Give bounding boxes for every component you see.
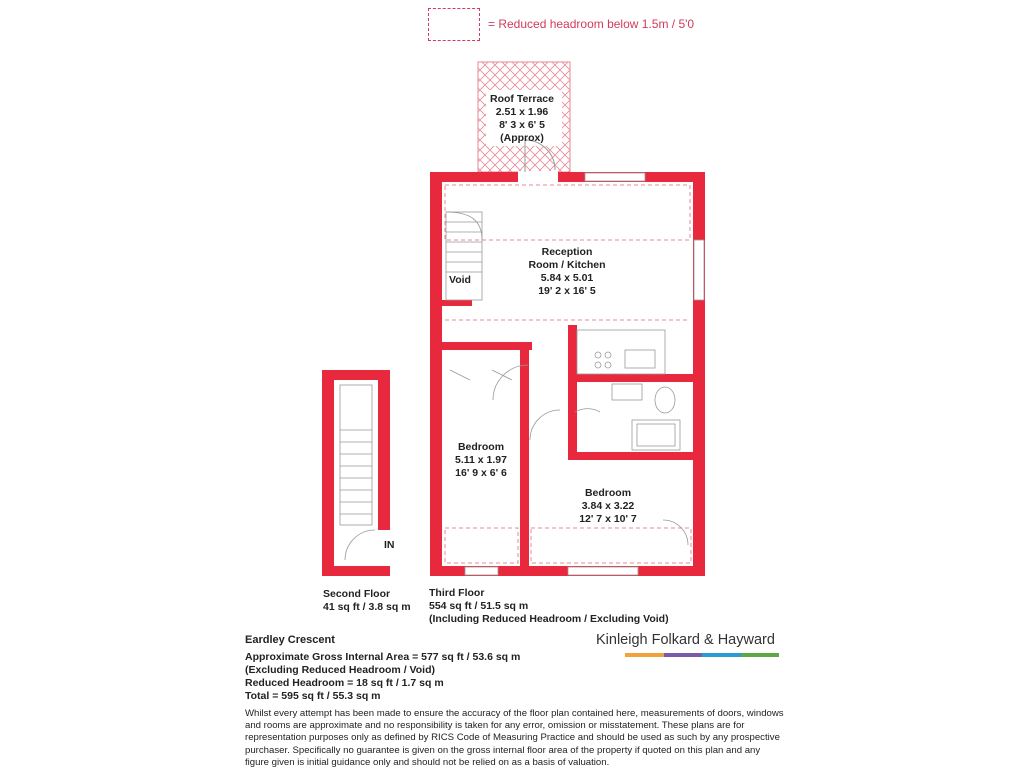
reception-name-line1: Reception — [541, 246, 593, 258]
roof-terrace-name: Roof Terrace — [490, 93, 554, 105]
gross-internal-area: Approximate Gross Internal Area = 577 sq ft / 53.6 sq m — [245, 651, 521, 663]
reception-name-line2: Room / Kitchen — [528, 259, 606, 271]
kitchen-units — [577, 330, 665, 374]
entrance-label: IN — [384, 539, 395, 551]
bedroom2-metric: 3.84 x 3.22 — [581, 500, 635, 512]
third-floor-note: (Including Reduced Headroom / Excluding Void) — [429, 613, 669, 625]
bedroom1-imperial: 16' 9 x 6' 6 — [455, 467, 507, 479]
reception-imperial: 19' 2 x 16' 5 — [538, 285, 596, 297]
agent-logo-text: Kinleigh Folkard & Hayward — [596, 632, 775, 648]
roof-terrace-note: (Approx) — [500, 132, 544, 144]
third-floor-area: 554 sq ft / 51.5 sq m — [429, 600, 529, 612]
brand-bar-purple — [664, 653, 703, 657]
reduced-headroom-area: Reduced Headroom = 18 sq ft / 1.7 sq m — [245, 677, 444, 689]
third-floor-name: Third Floor — [429, 587, 485, 599]
brand-bar-orange — [625, 653, 664, 657]
gia-note: (Excluding Reduced Headroom / Void) — [245, 664, 435, 676]
disclaimer: Whilst every attempt has been made to ensure the accuracy of the floor plan contained here, measurements of doors, windows and rooms are approximate and no responsibility is taken for any error, omission or misstatement. These plans are for representation purposes only as defined by RICS Code of Measuring Practice and should be used as such by any prospective purchaser. Specifically no guarantee is given on the gross internal floor area of the property if quoted on this plan and any figure given is initial guidance only and should not be relied on as a basis of valuation. — [245, 708, 784, 768]
roof-terrace-imperial: 8' 3 x 6' 5 — [499, 119, 545, 131]
legend-text: = Reduced headroom below 1.5m / 5'0 — [488, 17, 695, 31]
total-area: Total = 595 sq ft / 55.3 sq m — [245, 690, 381, 702]
brand-color-bar — [625, 653, 779, 657]
brand-bar-green — [741, 653, 780, 657]
bedroom2-imperial: 12' 7 x 10' 7 — [579, 513, 637, 525]
roof-terrace-metric: 2.51 x 1.96 — [495, 106, 549, 118]
terrace-door-opening — [518, 171, 558, 183]
bedroom2-name: Bedroom — [584, 487, 632, 499]
bedroom1-name: Bedroom — [457, 441, 505, 453]
reception-metric: 5.84 x 5.01 — [540, 272, 594, 284]
second-floor-area: 41 sq ft / 3.8 sq m — [323, 601, 411, 613]
void-label: Void — [449, 274, 471, 286]
bedroom1-metric: 5.11 x 1.97 — [455, 454, 507, 466]
property-address: Eardley Crescent — [245, 634, 335, 646]
internal-staircase — [446, 212, 482, 300]
bathroom-fixtures — [612, 384, 680, 450]
second-floor-name: Second Floor — [323, 588, 391, 600]
brand-bar-blue — [702, 653, 741, 657]
second-floor-stairs — [340, 385, 375, 560]
